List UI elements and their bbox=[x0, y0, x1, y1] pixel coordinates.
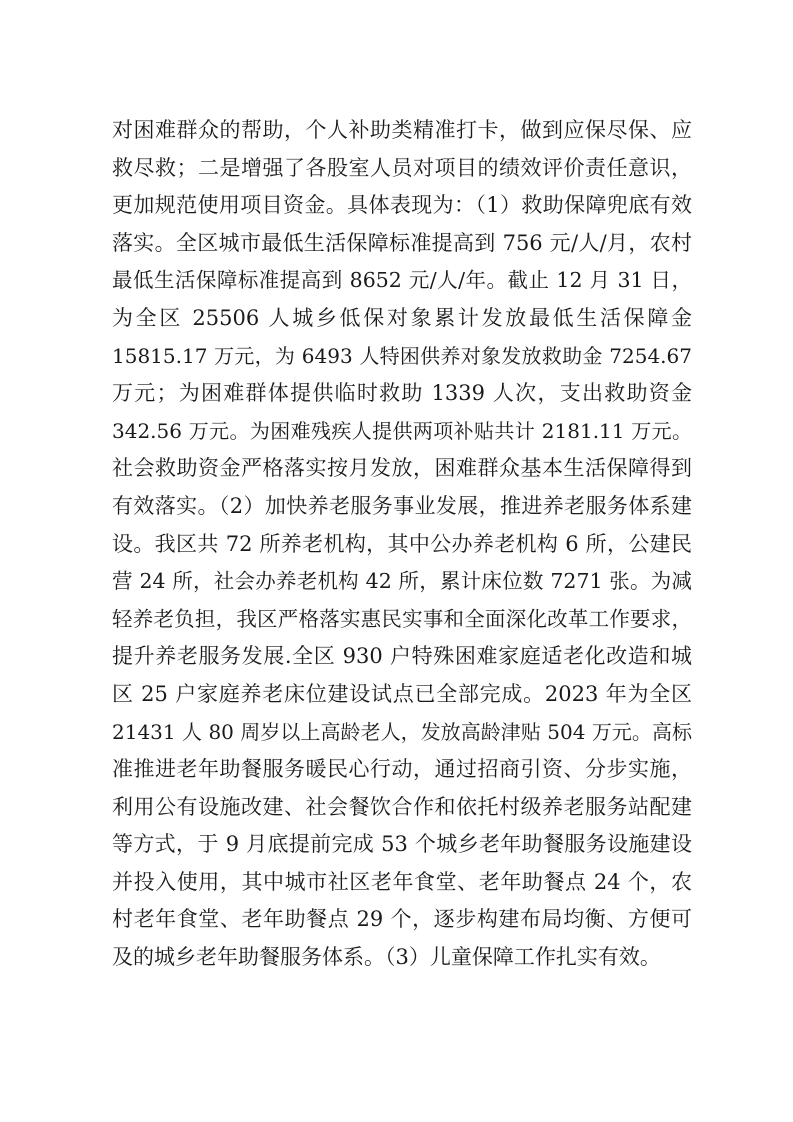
text-line: 万元；为困难群体提供临时救助 1339 人次，支出救助资金 bbox=[112, 381, 692, 406]
text-line: 并投入使用，其中城市社区老年食堂、老年助餐点 24 个，农 bbox=[112, 869, 692, 894]
text-line: 营 24 所，社会办养老机构 42 所，累计床位数 7271 张。为减 bbox=[112, 569, 692, 594]
text-line: 更加规范使用项目资金。具体表现为：（1）救助保障兜底有效 bbox=[112, 193, 692, 218]
text-line: 及的城乡老年助餐服务体系。（3）儿童保障工作扎实有效。 bbox=[112, 945, 661, 970]
text-line: 轻养老负担，我区严格落实惠民实事和全面深化改革工作要求， bbox=[112, 606, 692, 631]
text-line: 342.56 万元。为困难残疾人提供两项补贴共计 2181.11 万元。 bbox=[112, 418, 692, 443]
text-line: 准推进老年助餐服务暖民心行动，通过招商引资、分步实施， bbox=[112, 757, 692, 782]
text-line: 社会救助资金严格落实按月发放，困难群众基本生活保障得到 bbox=[112, 456, 692, 481]
text-line: 救尽救；二是增强了各股室人员对项目的绩效评价责任意识， bbox=[112, 155, 692, 180]
text-line: 区 25 户家庭养老床位建设试点已全部完成。2023 年为全区 bbox=[112, 681, 692, 706]
text-line: 设。我区共 72 所养老机构，其中公办养老机构 6 所，公建民 bbox=[112, 531, 692, 556]
text-line: 等方式，于 9 月底提前完成 53 个城乡老年助餐服务设施建设 bbox=[112, 832, 692, 857]
text-line: 21431 人 80 周岁以上高龄老人，发放高龄津贴 504 万元。高标 bbox=[112, 719, 692, 744]
body-text bbox=[112, 112, 692, 977]
text-line: 落实。全区城市最低生活保障标准提高到 756 元/人/月，农村 bbox=[112, 230, 692, 255]
text-line: 最低生活保障标准提高到 8652 元/人/年。截止 12 月 31 日， bbox=[112, 268, 692, 293]
text-line: 为全区 25506 人城乡低保对象累计发放最低生活保障金 bbox=[112, 305, 692, 330]
text-line: 提升养老服务发展.全区 930 户特殊困难家庭适老化改造和城 bbox=[112, 644, 692, 669]
text-line: 15815.17 万元，为 6493 人特困供养对象发放救助金 7254.67 bbox=[112, 343, 692, 368]
text-line: 有效落实。（2）加快养老服务事业发展，推进养老服务体系建 bbox=[112, 493, 692, 518]
text-line: 利用公有设施改建、社会餐饮合作和依托村级养老服务站配建 bbox=[112, 794, 692, 819]
text-line: 村老年食堂、老年助餐点 29 个，逐步构建布局均衡、方便可 bbox=[112, 907, 692, 932]
text-line: 对困难群众的帮助，个人补助类精准打卡，做到应保尽保、应 bbox=[112, 118, 692, 142]
